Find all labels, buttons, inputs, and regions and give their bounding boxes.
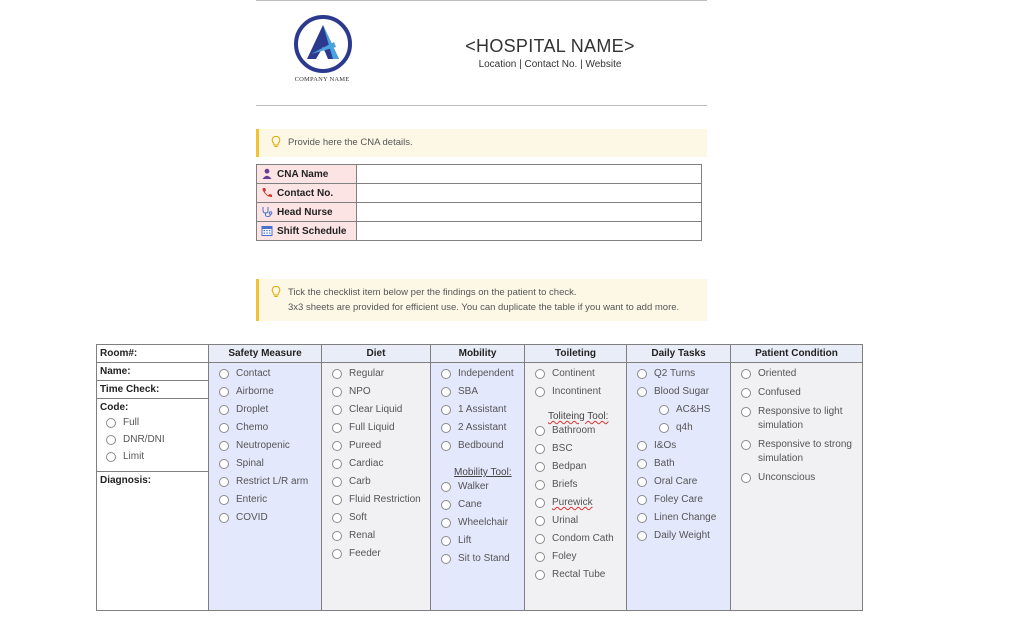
cna-row <box>257 165 702 184</box>
toileting-column <box>525 363 627 611</box>
radio-button[interactable] <box>219 495 229 505</box>
mobility-tool-option-label: Sit to Stand <box>458 553 510 564</box>
mobility-tool-option-label: Lift <box>458 535 472 546</box>
cna-name-field[interactable] <box>357 165 702 184</box>
mobility-column <box>431 363 525 611</box>
safety-measure-option-label: Neutropenic <box>236 440 290 451</box>
mobility-option[interactable] <box>441 403 524 417</box>
contact-no-field[interactable] <box>357 184 702 203</box>
diet-option[interactable] <box>332 367 430 381</box>
safety-measure-option-label: Contact <box>236 368 271 379</box>
diet-option-label: Clear Liquid <box>349 404 403 415</box>
daily-task-option[interactable] <box>637 511 730 525</box>
daily-task-option[interactable] <box>637 475 730 489</box>
radio-button[interactable] <box>441 441 451 451</box>
daily-task-option-label: Linen Change <box>654 512 717 523</box>
radio-button[interactable] <box>332 441 342 451</box>
diet-option[interactable] <box>332 475 430 489</box>
patient-condition-option[interactable] <box>741 386 862 400</box>
radio-button[interactable] <box>441 405 451 415</box>
safety-measure-option[interactable] <box>219 385 321 399</box>
safety-measure-option[interactable] <box>219 403 321 417</box>
radio-button[interactable] <box>535 570 545 580</box>
radio-button[interactable] <box>441 518 451 528</box>
radio-button[interactable] <box>106 452 116 462</box>
patient-info-column <box>97 363 209 611</box>
phone-icon <box>261 187 273 198</box>
radio-button[interactable] <box>332 423 342 433</box>
shift-schedule-field[interactable] <box>357 222 702 241</box>
radio-button[interactable] <box>441 536 451 546</box>
code-option[interactable] <box>106 416 205 430</box>
diet-option-label: Feeder <box>349 548 381 559</box>
code-option[interactable] <box>106 450 205 464</box>
toileting-option[interactable] <box>535 367 626 381</box>
radio-button[interactable] <box>219 387 229 397</box>
radio-button[interactable] <box>741 440 751 450</box>
toileting-option-label: Incontinent <box>552 386 601 397</box>
mobility-tool-option[interactable] <box>441 480 524 494</box>
radio-button[interactable] <box>637 459 647 469</box>
radio-button[interactable] <box>219 513 229 523</box>
radio-button[interactable] <box>637 441 647 451</box>
toileting-tool-option-label: Urinal <box>552 515 579 526</box>
header-daily-tasks: Daily Tasks <box>627 345 731 363</box>
radio-button[interactable] <box>637 531 647 541</box>
diet-option[interactable] <box>332 529 430 543</box>
cna-row <box>257 203 702 222</box>
radio-button[interactable] <box>219 477 229 487</box>
daily-task-option-label: I&Os <box>654 440 677 451</box>
radio-button[interactable] <box>741 369 751 379</box>
diet-option-label: NPO <box>349 386 371 397</box>
patient-condition-option[interactable] <box>741 438 862 466</box>
toileting-option-label: Continent <box>552 368 595 379</box>
toileting-tool-option-label: Rectal Tube <box>552 569 606 580</box>
radio-button[interactable] <box>332 387 342 397</box>
diet-option[interactable] <box>332 403 430 417</box>
daily-task-option[interactable] <box>637 493 730 507</box>
blood-sugar-option[interactable] <box>659 421 730 435</box>
toileting-tool-option-label: Purewick <box>552 497 593 508</box>
cna-callout <box>256 129 707 157</box>
lightbulb-icon <box>270 285 282 299</box>
name-label: Name: <box>97 363 208 381</box>
mobility-option-label: SBA <box>458 386 479 397</box>
header-diet: Diet <box>322 345 431 363</box>
code-label: Code: <box>100 402 129 413</box>
patient-condition-option[interactable] <box>741 405 862 433</box>
radio-button[interactable] <box>535 516 545 526</box>
safety-measure-option[interactable] <box>219 511 321 525</box>
safety-measure-option[interactable] <box>219 493 321 507</box>
daily-task-option-label: Foley Care <box>654 494 703 505</box>
top-rule <box>256 0 707 1</box>
daily-task-option[interactable] <box>637 385 730 399</box>
daily-task-option-label: Blood Sugar <box>654 386 710 397</box>
mobility-tool-option[interactable] <box>441 516 524 530</box>
toileting-tool-option[interactable] <box>535 532 626 546</box>
diet-option[interactable] <box>332 457 430 471</box>
header-toileting: Toileting <box>525 345 627 363</box>
cna-name-label: CNA Name <box>257 165 357 184</box>
radio-button[interactable] <box>441 387 451 397</box>
radio-button[interactable] <box>441 500 451 510</box>
toileting-tool-option[interactable] <box>535 568 626 582</box>
daily-task-option-label: Oral Care <box>654 476 698 487</box>
mobility-tool-option-label: Cane <box>458 499 482 510</box>
toileting-option[interactable] <box>535 385 626 399</box>
hospital-contact-line: Location | Contact No. | Website <box>478 59 622 70</box>
radio-button[interactable] <box>535 387 545 397</box>
code-option-label: DNR/DNI <box>123 434 165 445</box>
radio-button[interactable] <box>741 407 751 417</box>
daily-task-option[interactable] <box>637 367 730 381</box>
diet-option-label: Fluid Restriction <box>349 494 421 505</box>
diet-option[interactable] <box>332 493 430 507</box>
mobility-option-label: Independent <box>458 368 514 379</box>
checklist-callout <box>256 279 707 321</box>
shift-schedule-label: Shift Schedule <box>257 222 357 241</box>
safety-measure-option-label: Spinal <box>236 458 264 469</box>
time-check-label: Time Check: <box>97 381 208 399</box>
toileting-tool-option[interactable] <box>535 550 626 564</box>
toileting-tool-option[interactable] <box>535 514 626 528</box>
patient-condition-option-label: Oriented <box>758 368 797 379</box>
radio-button[interactable] <box>332 549 342 559</box>
safety-measure-option-label: Airborne <box>236 386 274 397</box>
radio-button[interactable] <box>637 495 647 505</box>
radio-button[interactable] <box>332 495 342 505</box>
cna-row <box>257 184 702 203</box>
safety-measure-option[interactable] <box>219 439 321 453</box>
diet-option-label: Cardiac <box>349 458 384 469</box>
diet-option-label: Soft <box>349 512 367 523</box>
mobility-option[interactable] <box>441 385 524 399</box>
diet-option[interactable] <box>332 511 430 525</box>
callout-line-1: Tick the checklist item below per the findings on the patient to check. <box>288 287 577 298</box>
hospital-name: <HOSPITAL NAME> <box>465 36 635 56</box>
radio-button[interactable] <box>441 554 451 564</box>
diagnosis-label: Diagnosis: <box>100 475 152 486</box>
calendar-icon <box>261 225 273 236</box>
mobility-tool-label: Mobility Tool: <box>454 467 512 478</box>
radio-button[interactable] <box>219 459 229 469</box>
cna-details-table <box>256 164 702 241</box>
header-patient-condition: Patient Condition <box>731 345 863 363</box>
header-mobility: Mobility <box>431 345 525 363</box>
radio-button[interactable] <box>637 369 647 379</box>
header-divider <box>256 105 707 106</box>
code-section <box>97 399 208 472</box>
safety-measure-option-label: Restrict L/R arm <box>236 476 309 487</box>
radio-button[interactable] <box>219 369 229 379</box>
safety-measure-option[interactable] <box>219 475 321 489</box>
stethoscope-icon <box>261 206 273 217</box>
mobility-tool-option-label: Wheelchair <box>458 517 509 528</box>
radio-button[interactable] <box>441 482 451 492</box>
patient-condition-option-label: Responsive to light simulation <box>758 406 843 431</box>
patient-checklist-table <box>96 344 863 611</box>
toileting-tool-option-label: BSC <box>552 443 573 454</box>
contact-no-label: Contact No. <box>257 184 357 203</box>
radio-button[interactable] <box>332 513 342 523</box>
radio-button[interactable] <box>441 423 451 433</box>
diet-option[interactable] <box>332 421 430 435</box>
code-option-label: Limit <box>123 451 145 462</box>
mobility-tool-option[interactable] <box>441 552 524 566</box>
safety-measure-column <box>209 363 322 611</box>
radio-button[interactable] <box>219 405 229 415</box>
radio-button[interactable] <box>219 423 229 433</box>
radio-button[interactable] <box>106 435 116 445</box>
radio-button[interactable] <box>332 369 342 379</box>
mobility-option-label: Bedbound <box>458 440 504 451</box>
radio-button[interactable] <box>741 473 751 483</box>
radio-button[interactable] <box>441 369 451 379</box>
daily-task-option[interactable] <box>637 529 730 543</box>
radio-button[interactable] <box>332 459 342 469</box>
header-safety-measure: Safety Measure <box>209 345 322 363</box>
mobility-option-label: 1 Assistant <box>458 404 507 415</box>
radio-button[interactable] <box>741 388 751 398</box>
radio-button[interactable] <box>535 534 545 544</box>
blood-sugar-option-label: AC&HS <box>676 404 711 415</box>
code-option[interactable] <box>106 433 205 447</box>
diet-option[interactable] <box>332 385 430 399</box>
patient-condition-column <box>731 363 863 611</box>
patient-condition-option-label: Unconscious <box>758 472 816 483</box>
diet-column <box>322 363 431 611</box>
head-nurse-label: Head Nurse <box>257 203 357 222</box>
person-icon <box>261 168 273 179</box>
mobility-tool-option[interactable] <box>441 498 524 512</box>
cna-row <box>257 222 702 241</box>
radio-button[interactable] <box>535 426 545 436</box>
blood-sugar-option-label: q4h <box>676 422 693 433</box>
mobility-option[interactable] <box>441 439 524 453</box>
toileting-tool-option[interactable] <box>535 478 626 492</box>
diet-option-label: Regular <box>349 368 385 379</box>
toileting-tool-option[interactable] <box>535 442 626 456</box>
blood-sugar-option[interactable] <box>659 403 730 417</box>
diet-option[interactable] <box>332 547 430 561</box>
mobility-tool-option-label: Walker <box>458 481 489 492</box>
head-nurse-field[interactable] <box>357 203 702 222</box>
radio-button[interactable] <box>659 405 669 415</box>
toileting-tool-option[interactable] <box>535 496 626 510</box>
radio-button[interactable] <box>332 405 342 415</box>
safety-measure-option[interactable] <box>219 367 321 381</box>
mobility-option-label: 2 Assistant <box>458 422 507 433</box>
radio-button[interactable] <box>659 423 669 433</box>
radio-button[interactable] <box>535 369 545 379</box>
daily-task-option[interactable] <box>637 457 730 471</box>
diet-option-label: Renal <box>349 530 376 541</box>
daily-tasks-column <box>627 363 731 611</box>
radio-button[interactable] <box>219 441 229 451</box>
radio-button[interactable] <box>535 480 545 490</box>
toileting-tool-label: Toliteing Tool: <box>548 411 609 422</box>
toileting-tool-option-label: Condom Cath <box>552 533 614 544</box>
callout-line-2: 3x3 sheets are provided for efficient use. You can duplicate the table if you want to add more. <box>288 302 680 313</box>
radio-button[interactable] <box>535 444 545 454</box>
radio-button[interactable] <box>535 552 545 562</box>
radio-button[interactable] <box>332 531 342 541</box>
radio-button[interactable] <box>535 498 545 508</box>
toileting-tool-option-label: Briefs <box>552 479 578 490</box>
radio-button[interactable] <box>637 387 647 397</box>
company-caption: COMPANY NAME <box>294 76 350 83</box>
daily-task-option-label: Bath <box>654 458 675 469</box>
safety-measure-option[interactable] <box>219 457 321 471</box>
radio-button[interactable] <box>106 418 116 428</box>
mobility-tool-option[interactable] <box>441 534 524 548</box>
daily-task-option-label: Daily Weight <box>654 530 710 541</box>
patient-condition-option-label: Confused <box>758 387 801 398</box>
diet-option-label: Full Liquid <box>349 422 395 433</box>
radio-button[interactable] <box>332 477 342 487</box>
toileting-tool-option[interactable] <box>535 424 626 438</box>
radio-button[interactable] <box>637 513 647 523</box>
patient-condition-option-label: Responsive to strong simulation <box>758 439 852 464</box>
mobility-option[interactable] <box>441 367 524 381</box>
callout-text: Provide here the CNA details. <box>288 137 413 148</box>
diet-option-label: Pureed <box>349 440 382 451</box>
safety-measure-option-label: Chemo <box>236 422 269 433</box>
toileting-tool-option-label: Foley <box>552 551 577 562</box>
mobility-option[interactable] <box>441 421 524 435</box>
code-option-label: Full <box>123 417 140 428</box>
toileting-tool-option-label: Bathroom <box>552 425 596 436</box>
daily-task-option-label: Q2 Turns <box>654 368 696 379</box>
room-label: Room#: <box>97 345 209 363</box>
radio-button[interactable] <box>535 462 545 472</box>
radio-button[interactable] <box>637 477 647 487</box>
toileting-tool-option[interactable] <box>535 460 626 474</box>
patient-condition-option[interactable] <box>741 471 862 485</box>
safety-measure-option-label: Droplet <box>236 404 269 415</box>
safety-measure-option-label: Enteric <box>236 494 268 505</box>
toileting-tool-option-label: Bedpan <box>552 461 587 472</box>
safety-measure-option[interactable] <box>219 421 321 435</box>
safety-measure-option-label: COVID <box>236 512 268 523</box>
patient-condition-option[interactable] <box>741 367 862 381</box>
daily-task-option[interactable] <box>637 439 730 453</box>
diet-option-label: Carb <box>349 476 371 487</box>
diet-option[interactable] <box>332 439 430 453</box>
lightbulb-icon <box>270 135 282 149</box>
